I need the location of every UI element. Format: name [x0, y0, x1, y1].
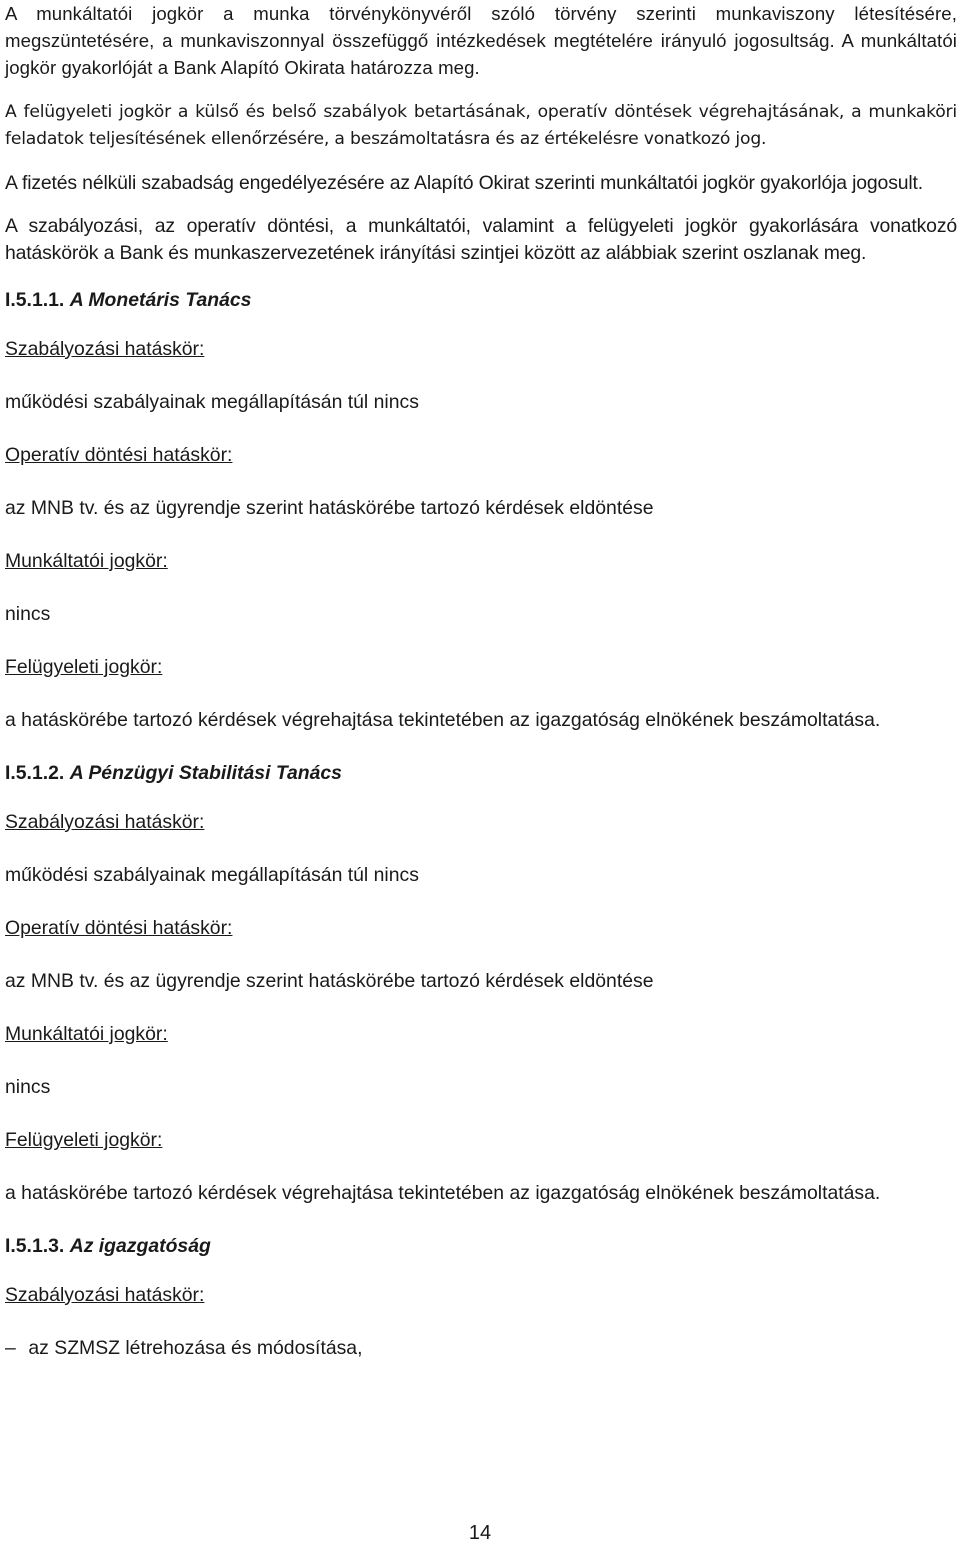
paragraph-unpaid-leave: A fizetés nélküli szabadság engedélyezésére az Alapító Okirat szerinti munkáltatói jogkör gyakorlója jogosult. — [5, 172, 923, 194]
dash-bullet: – — [5, 1337, 16, 1359]
section-number: I.5.1.1. — [5, 289, 65, 311]
employer-value: nincs — [5, 603, 51, 625]
employer-label: Munkáltatói jogkör: — [5, 550, 168, 572]
section-number: I.5.1.3. — [5, 1235, 65, 1257]
section-number: I.5.1.2. — [5, 762, 65, 784]
regulatory-label: Szabályozási hatáskör: — [5, 338, 205, 360]
employer-label: Munkáltatói jogkör: — [5, 1023, 168, 1045]
document-page — [5, 0, 957, 1362]
supervisory-label: Felügyeleti jogkör: — [5, 1129, 163, 1151]
operative-value: az MNB tv. és az ügyrendje szerint hatáskörébe tartozó kérdések eldöntése — [5, 497, 654, 519]
paragraph-competence-distribution: A szabályozási, az operatív döntési, a munkáltatói, valamint a felügyeleti jogkör gyakorlására vonatkozó hatáskörök a Bank és munkaszervezetének irányítási szintjei között az alábbiak szerint oszlanak meg. — [5, 215, 957, 264]
operative-label: Operatív döntési hatáskör: — [5, 917, 233, 939]
supervisory-label: Felügyeleti jogkör: — [5, 656, 163, 678]
section-title: A Monetáris Tanács — [69, 289, 252, 311]
list-item — [5, 1335, 957, 1362]
supervisory-value: a hatáskörébe tartozó kérdések végrehajtása tekintetében az igazgatóság elnökének beszámoltatása. — [5, 709, 881, 731]
regulatory-label: Szabályozási hatáskör: — [5, 811, 205, 833]
operative-label: Operatív döntési hatáskör: — [5, 444, 233, 466]
page-number: 14 — [468, 1522, 492, 1544]
list-item-text: az SZMSZ létrehozása és módosítása, — [28, 1337, 363, 1359]
regulatory-value: működési szabályainak megállapításán túl nincs — [5, 864, 419, 886]
regulatory-label: Szabályozási hatáskör: — [5, 1284, 205, 1306]
paragraph-employer-right: A munkáltatói jogkör a munka törvénykönyvéről szóló törvény szerinti munkaviszony létesítésére, megszüntetésére, a munkaviszonnyal összefüggő intézkedések megtételére irányuló jogosultság. A munkáltatói jogkör gyakorlóját a Bank Alapító Okirata határozza meg. — [5, 3, 957, 78]
supervisory-value: a hatáskörébe tartozó kérdések végrehajtása tekintetében az igazgatóság elnökének beszámoltatása. — [5, 1182, 881, 1204]
operative-value: az MNB tv. és az ügyrendje szerint hatáskörébe tartozó kérdések eldöntése — [5, 970, 654, 992]
employer-value: nincs — [5, 1076, 51, 1098]
section-title: A Pénzügyi Stabilitási Tanács — [69, 762, 342, 784]
section-heading-board — [5, 1233, 957, 1260]
section-heading-financial-stability-council — [5, 760, 957, 787]
section-heading-monetary-council — [5, 287, 957, 314]
regulatory-value: működési szabályainak megállapításán túl nincs — [5, 391, 419, 413]
paragraph-supervisory-right: A felügyeleti jogkör a külső és belső szabályok betartásának, operatív döntések végrehajtásának, a munkaköri feladatok teljesítésének ellenőrzésére, a beszámoltatásra és az értékelésre vonatkozó jog. — [5, 102, 957, 149]
section-title: Az igazgatóság — [69, 1235, 211, 1257]
